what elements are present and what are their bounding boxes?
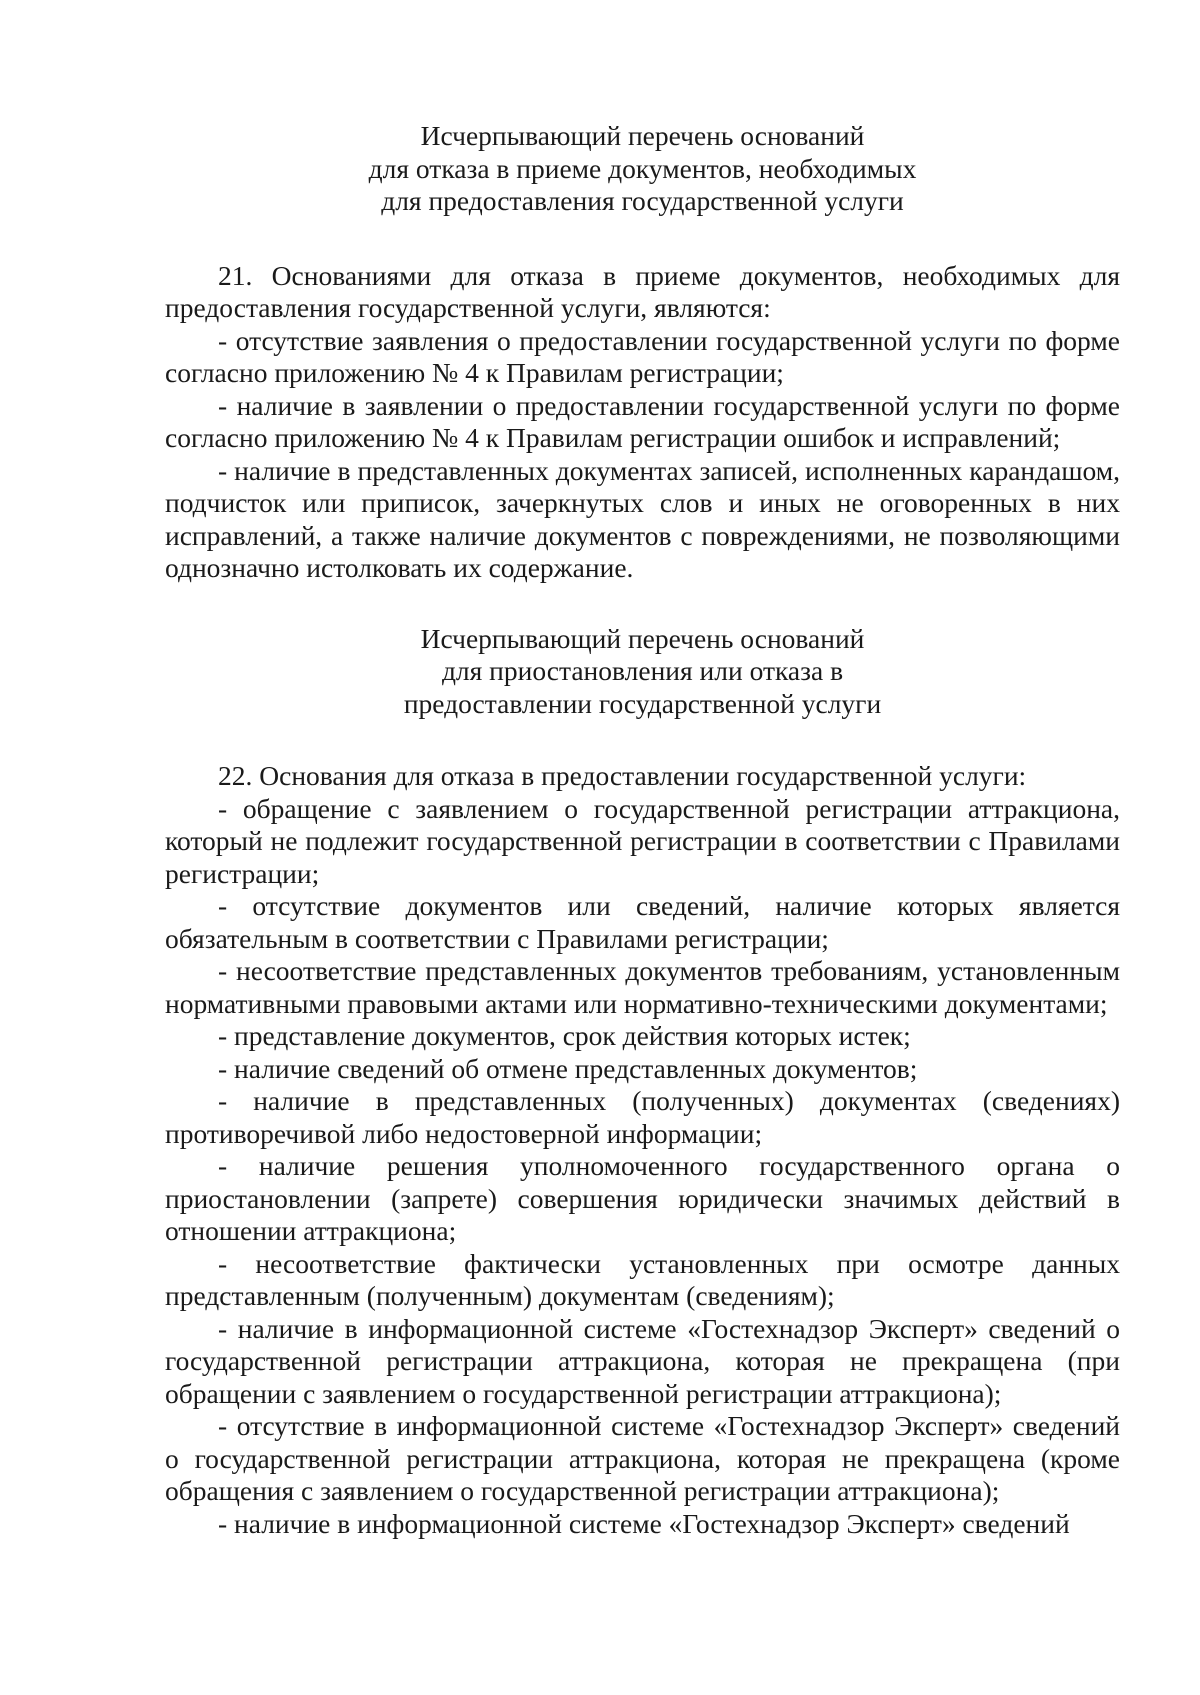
heading-line: Исчерпывающий перечень оснований bbox=[420, 120, 865, 151]
list-item: - отсутствие в информационной системе «Гостехнадзор Эксперт» сведений о государственной регистрации аттракциона, которая не прекращена (кроме обращения с заявлением о государственной регистрации аттракциона); bbox=[165, 1410, 1120, 1506]
list-item: - представление документов, срок действия которых истек; bbox=[218, 1020, 911, 1051]
list-item: - наличие в информационной системе «Гостехнадзор Эксперт» сведений о государственной регистрации аттракциона, которая не прекращена (при обращении с заявлением о государственной регистрации аттракциона); bbox=[165, 1312, 1120, 1409]
heading-line: Исчерпывающий перечень оснований bbox=[420, 622, 865, 654]
list-item: - наличие в информационной системе «Гостехнадзор Эксперт» сведений bbox=[218, 1507, 1070, 1539]
list-item: - наличие в заявлении о предоставлении государственной услуги по форме согласно приложению № 4 к Правилам регистрации ошибок и исправлений; bbox=[165, 389, 1120, 453]
heading-line: для приостановления или отказа в bbox=[441, 655, 844, 686]
list-item: - наличие решения уполномоченного государственного органа о приостановлении (запрете) совершения юридически значимых действий в отношении аттракциона; bbox=[165, 1150, 1120, 1246]
section-heading-suspension-refusal bbox=[165, 623, 1120, 721]
list-item: - наличие сведений об отмене представленных документов; bbox=[218, 1052, 918, 1084]
document-page bbox=[165, 120, 1120, 1540]
list-item: - наличие в представленных (полученных) документах (сведениях) противоречивой либо недостоверной информации; bbox=[165, 1085, 1120, 1149]
list-item: - отсутствие заявления о предоставлении государственной услуги по форме согласно приложению № 4 к Правилам регистрации; bbox=[165, 324, 1120, 388]
list-item: - отсутствие документов или сведений, наличие которых является обязательным в соответствии с Правилами регистрации; bbox=[165, 890, 1120, 954]
list-item: - несоответствие представленных документов требованиям, установленным нормативными правовыми актами или нормативно-техническими документами; bbox=[165, 955, 1120, 1019]
heading-line: для предоставления государственной услуги bbox=[381, 185, 904, 216]
heading-line: для отказа в приеме документов, необходимых bbox=[368, 152, 917, 184]
list-item: - обращение с заявлением о государственной регистрации аттракциона, который не подлежит государственной регистрации в соответствии с Правилами регистрации; bbox=[165, 792, 1120, 889]
paragraph-22: 22. Основания для отказа в предоставлении государственной услуги: bbox=[218, 760, 1027, 791]
paragraph-21: 21. Основаниями для отказа в приеме документов, необходимых для предоставления государственной услуги, являются: bbox=[165, 259, 1120, 323]
list-item: - несоответствие фактически установленных при осмотре данных представленным (полученным) документам (сведениям); bbox=[165, 1247, 1120, 1311]
list-item: - наличие в представленных документах записей, исполненных карандашом, подчисток или приписок, зачеркнутых слов и иных не оговоренных в них исправлений, а также наличие документов с повреждениями, не позволяющими однозначно истолковать их содержание. bbox=[165, 454, 1120, 583]
heading-line: предоставлении государственной услуги bbox=[403, 687, 882, 719]
section-heading-refusal-acceptance bbox=[165, 120, 1120, 218]
